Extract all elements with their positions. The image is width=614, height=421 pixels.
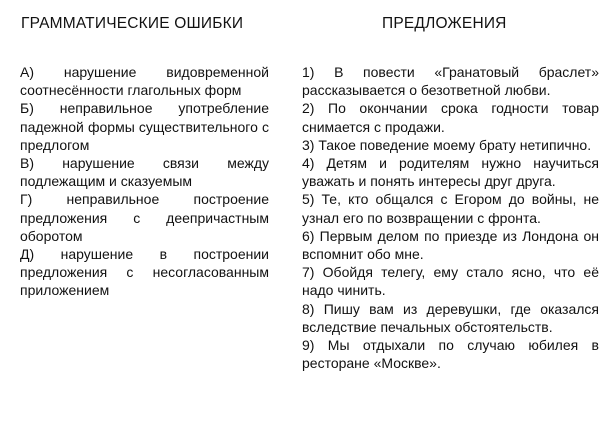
error-item-b: Б) неправильное употребление падежной формы существительного с предлогом <box>20 100 269 153</box>
sentences-list <box>302 63 599 372</box>
error-item-v: В) нарушение связи между подлежащим и сказуемым <box>20 155 269 190</box>
sentence-item-2: 2) По окончании срока годности товар снимается с продажи. <box>302 100 599 135</box>
sentence-item-1: 1) В повести «Гранатовый браслет» рассказывается о безответной любви. <box>302 64 599 99</box>
sentence-item-9: 9) Мы отдыхали по случаю юбилея в ресторане «Москве». <box>302 337 599 372</box>
sentence-item-6: 6) Первым делом по приезде из Лондона он вспомнит обо мне. <box>302 227 599 263</box>
sentence-item-8: 8) Пишу вам из деревушки, где оказался вследствие печальных обстоятельств. <box>302 300 599 335</box>
sentence-item-7: 7) Обойдя телегу, ему стало ясно, что её надо чинить. <box>302 264 599 299</box>
sentence-item-5: 5) Те, кто общался с Егором до войны, не узнал его по возвращении с фронта. <box>302 191 599 226</box>
error-item-g: Г) неправильное построение предложения с деепричастным оборотом <box>20 191 269 244</box>
error-item-d: Д) нарушение в построении предложения с несогласованным приложением <box>20 246 269 299</box>
error-item-a: А) нарушение видовременной соотнесённости глагольных форм <box>20 64 269 99</box>
sentences-column-heading: ПРЕДЛОЖЕНИЯ <box>382 15 507 32</box>
errors-column-heading: ГРАММАТИЧЕСКИЕ ОШИБКИ <box>21 15 244 32</box>
sentence-item-4: 4) Детям и родителям нужно научиться уважать и понять интересы друг друга. <box>302 155 599 190</box>
sentence-item-3: 3) Такое поведение моему брату нетипично. <box>302 136 592 153</box>
errors-list <box>20 63 269 300</box>
